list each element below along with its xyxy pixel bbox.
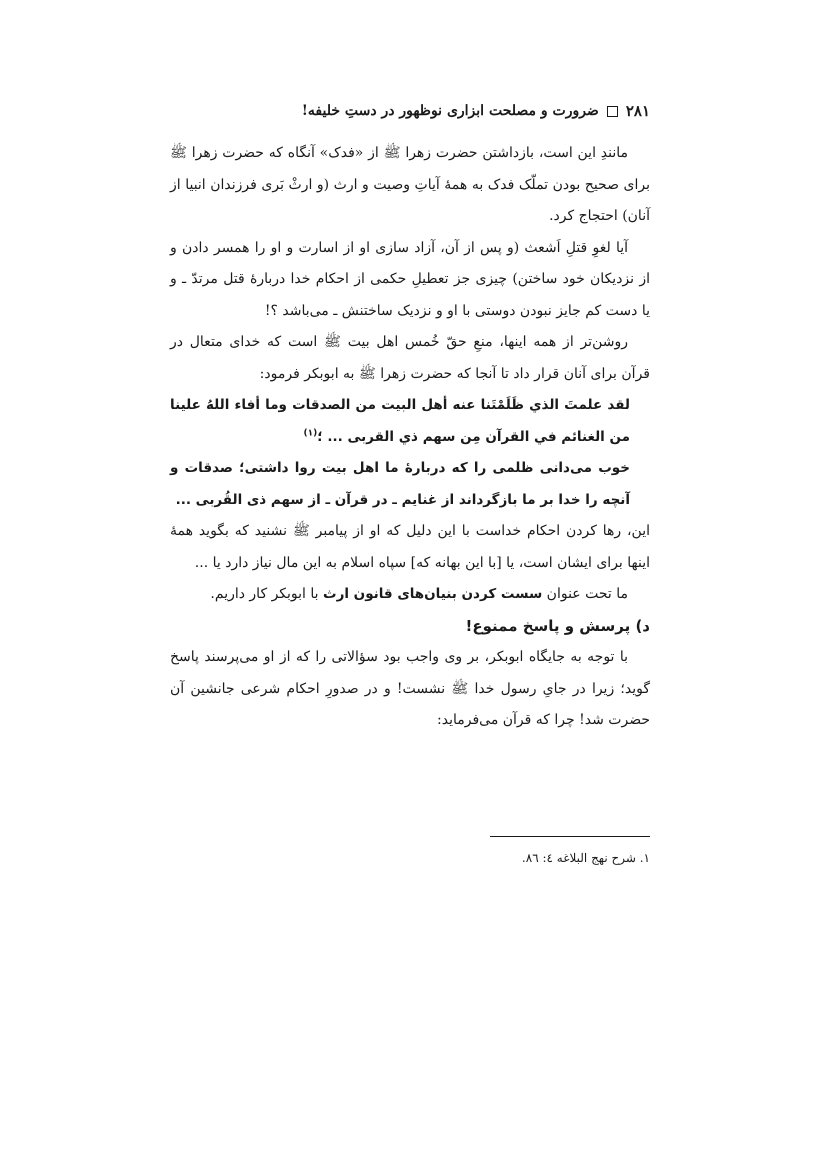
- page-number: ۲۸۱: [625, 102, 650, 120]
- body-paragraph: این، رها کردن احکام خداست با این دلیل که او از پیامبر ﷺ نشنید که بگوید همهٔ اینها برای ایشان است، یا [با این بهانه که] سپاه اسلام به این مال نیاز دارد یا ...: [170, 523, 650, 571]
- closing-line-before: ما تحت عنوان: [546, 586, 628, 602]
- section-paragraph: با توجه به جایگاه ابوبکر، بر وی واجب بود سؤالاتی را که از او می‌پرسند پاسخ گوید؛ زیرا در جایِ رسول خدا ﷺ نشست! و در صدورِ احکام شرعی جانشین آن حضرت شد! چرا که قرآن می‌فرماید:: [170, 649, 650, 728]
- section-heading: د) پرسش و پاسخ ممنوع!: [465, 616, 650, 635]
- closing-line: [170, 579, 650, 611]
- persian-translation-quote: خوب می‌دانی ظلمی را که دربارهٔ ما اهل بیت روا داشتی؛ صدقات و آنچه را خدا بر ما بازگرداند از غنایم ـ در قرآن ـ از سهم ذی القُربی ...: [170, 460, 630, 508]
- footnote: ۱. شرح نهج البلاغه ٤: ٨٦.: [521, 851, 650, 865]
- running-title: ضرورت و مصلحت ابزاری نوظهور در دستِ خلیفه!: [301, 103, 599, 119]
- closing-line-emphasis: سست کردن بنیان‌های قانون ارث: [323, 586, 543, 602]
- closing-line-after: با ابوبکر کار داریم.: [210, 586, 319, 602]
- square-ornament-icon: [607, 106, 618, 117]
- body-paragraph: آیا لغوِ قتلِ اَشعث (و پس از آن، آزاد سازی او از اسارت و او را همسر دادن و از نزدیکان خود ساختن) چیزی جز تعطیلِ حکمی از احکام خدا دربارهٔ قتل مرتدّ ـ و یا دست کم جایز نبودن دوستی با او و نزدیک ساختنش ـ می‌باشد ؟!: [170, 239, 650, 319]
- footnote-divider: [490, 836, 650, 837]
- running-header: [170, 96, 650, 126]
- body-paragraph: مانندِ این است، بازداشتن حضرت زهرا ﷺ از «فدک» آنگاه که حضرت زهرا ﷺ برای صحیح بودن تملّک فدک به همهٔ آیاتِ وصیت و ارث (و ارثْ بَری فرزندان انبیا از آنان) احتجاج کرد.: [170, 145, 650, 224]
- footnote-ref: (۱): [303, 428, 318, 438]
- arabic-quote: [170, 390, 650, 453]
- page-body: [170, 138, 650, 737]
- arabic-quote-text: لقد علمتَ الذي ظَلَمْتَنا عنه أهل البيت من الصدقات وما أفاء اللهُ علينا من الغنائم في القرآن مِن سهم ذي القربى ... ؛: [170, 397, 630, 445]
- body-paragraph: روشن‌تر از همه اینها، منعِ حقّ خُمس اهل بیت ﷺ است که خدای متعال در قرآن برای آنان قرار داد تا آنجا که حضرت زهرا ﷺ به ابوبکر فرمود:: [170, 334, 650, 382]
